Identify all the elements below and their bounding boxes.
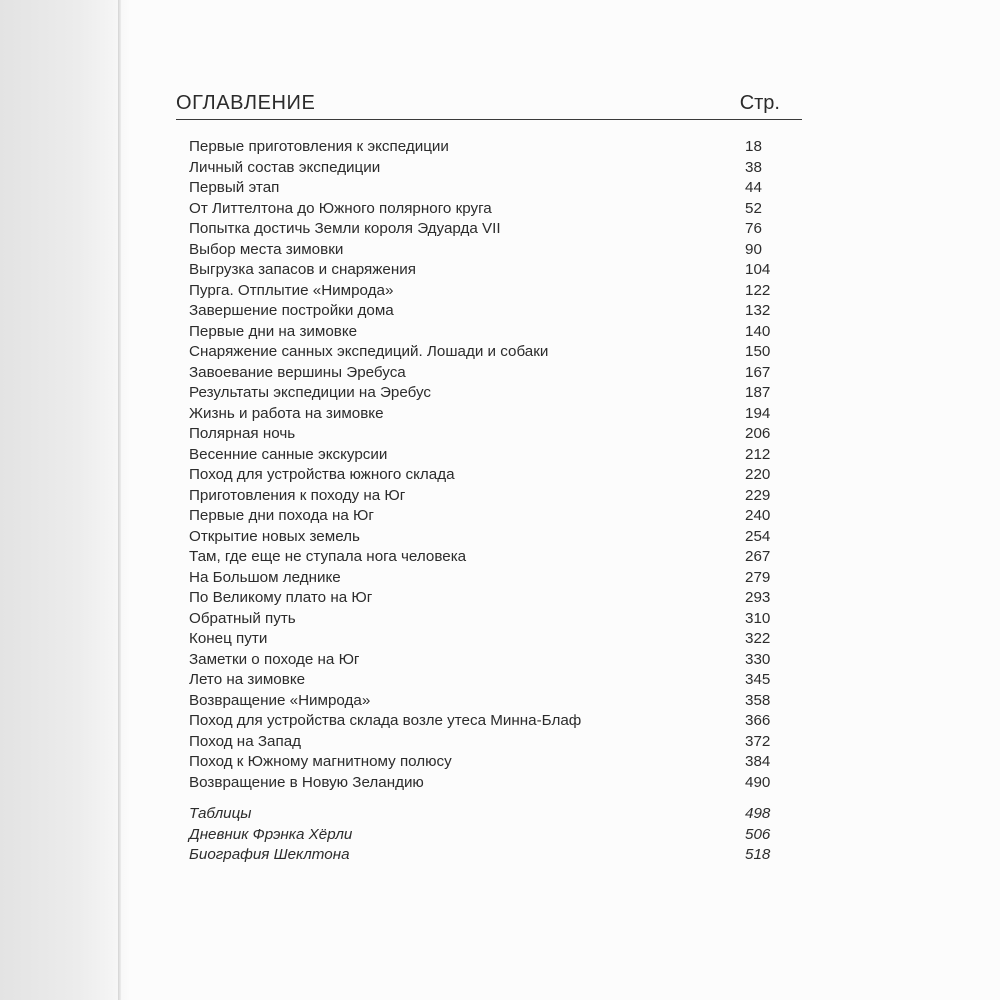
- toc-entry-page: 44: [745, 179, 762, 196]
- toc-entry-page: 366: [745, 712, 771, 729]
- toc-entry: [189, 568, 779, 589]
- toc-entry-title: Снаряжение санных экспедиций. Лошади и собаки: [189, 343, 549, 360]
- toc-entry-title: Жизнь и работа на зимовке: [189, 404, 384, 422]
- toc-entry-page: 279: [745, 568, 771, 586]
- toc-entry-title: Поход для устройства южного склада: [189, 466, 455, 483]
- toc-entry-page: 322: [745, 630, 771, 647]
- toc-entry-page: 194: [745, 404, 771, 422]
- toc-entry-title: Попытка достичь Земли короля Эдуарда VII: [189, 220, 501, 237]
- toc-entry-title: Поход к Южному магнитному полюсу: [189, 753, 452, 770]
- toc-entry-title: Личный состав экспедиции: [189, 158, 381, 176]
- toc-entry: [189, 404, 779, 425]
- toc-entry-page: 76: [745, 220, 762, 237]
- toc-appendix-list: [189, 804, 779, 866]
- toc-entry-title: Завершение постройки дома: [189, 302, 394, 319]
- toc-entry: [189, 322, 779, 343]
- toc-entry: [189, 527, 779, 548]
- toc-entry-title: Полярная ночь: [189, 425, 296, 442]
- toc-entry-title: Там, где еще не ступала нога человека: [189, 548, 467, 565]
- toc-entry: [189, 711, 779, 732]
- toc-entry-page: 358: [745, 691, 771, 709]
- toc-entry: [189, 281, 779, 302]
- toc-entry-title: Конец пути: [189, 630, 268, 647]
- toc-entry-title: Первые дни на зимовке: [189, 322, 358, 340]
- toc-entry: [189, 240, 779, 261]
- toc-list: [189, 137, 779, 793]
- toc-entry-page: 293: [745, 589, 771, 606]
- toc-entry-page: 52: [745, 199, 762, 217]
- toc-entry-page: 384: [745, 753, 771, 770]
- toc-entry: [189, 825, 779, 846]
- toc-entry-page: 310: [745, 609, 771, 627]
- toc-entry-title: Результаты экспедиции на Эребус: [189, 384, 432, 401]
- toc-entry-title: Поход на Запад: [189, 732, 302, 750]
- toc-entry-title: На Большом леднике: [189, 568, 341, 586]
- toc-entry: [189, 629, 779, 650]
- toc-entry-title: Поход для устройства склада возле утеса Минна-Блаф: [189, 712, 582, 729]
- toc-entry: [189, 486, 779, 507]
- toc-entry-page: 518: [745, 846, 771, 863]
- toc-entry-title: Выбор места зимовки: [189, 240, 344, 258]
- toc-entry: [189, 506, 779, 527]
- toc-entry-page: 345: [745, 671, 771, 688]
- toc-entry: [189, 609, 779, 630]
- toc-entry-page: 240: [745, 507, 771, 524]
- toc-entry: [189, 363, 779, 384]
- toc-entry-title: Обратный путь: [189, 609, 296, 627]
- toc-entry: [189, 342, 779, 363]
- toc-header: [176, 89, 802, 120]
- toc-entry-page: 132: [745, 302, 771, 319]
- toc-entry-page: 104: [745, 261, 771, 278]
- spine-shadow: [0, 0, 130, 1000]
- toc-entry-page: 150: [745, 343, 771, 360]
- toc-entry: [189, 465, 779, 486]
- toc-entry: [189, 383, 779, 404]
- toc-entry-title: Завоевание вершины Эребуса: [189, 363, 406, 381]
- toc-entry-page: 330: [745, 650, 771, 668]
- toc-entry-page: 167: [745, 363, 771, 381]
- toc-entry: [189, 178, 779, 199]
- toc-entry-title: Биография Шеклтона: [189, 846, 350, 863]
- toc-entry-title: Весенние санные экскурсии: [189, 445, 388, 463]
- toc-entry: [189, 845, 779, 866]
- toc-entry-title: Пурга. Отплытие «Нимрода»: [189, 281, 394, 299]
- toc-entry: [189, 424, 779, 445]
- toc-entry-page: 372: [745, 732, 771, 750]
- toc-entry: [189, 804, 779, 825]
- spine-edge: [118, 0, 121, 1000]
- toc-entry-page: 122: [745, 281, 771, 299]
- toc-entry-page: 229: [745, 486, 771, 504]
- toc-entry: [189, 260, 779, 281]
- toc-entry-title: Заметки о походе на Юг: [189, 650, 360, 668]
- toc-entry: [189, 137, 779, 158]
- toc-entry-page: 267: [745, 548, 771, 565]
- toc-heading: ОГЛАВЛЕНИЕ: [176, 92, 316, 114]
- toc-entry-page: 254: [745, 527, 771, 545]
- toc-entry-page: 490: [745, 773, 771, 791]
- toc-entry-title: Лето на зимовке: [189, 671, 306, 688]
- toc-entry-page: 90: [745, 240, 762, 258]
- toc-entry-title: Первые дни похода на Юг: [189, 507, 374, 524]
- page-column-label: Стр.: [739, 92, 780, 114]
- toc-entry: [189, 691, 779, 712]
- toc-entry-title: Открытие новых земель: [189, 527, 360, 545]
- toc-entry-title: По Великому плато на Юг: [189, 589, 373, 606]
- toc-entry-page: 212: [745, 445, 771, 463]
- toc-entry-title: Первые приготовления к экспедиции: [189, 138, 449, 155]
- toc-entry-title: От Литтелтона до Южного полярного круга: [189, 199, 492, 217]
- toc-entry-page: 38: [745, 158, 762, 176]
- toc-entry-title: Таблицы: [189, 805, 252, 822]
- toc-entry-title: Возвращение в Новую Зеландию: [189, 773, 424, 791]
- toc-entry-page: 220: [745, 466, 771, 483]
- toc-entry-page: 506: [745, 825, 771, 843]
- toc-entry: [189, 752, 779, 773]
- toc-entry-title: Выгрузка запасов и снаряжения: [189, 261, 416, 278]
- toc-entry: [189, 670, 779, 691]
- toc-entry: [189, 199, 779, 220]
- toc-entry: [189, 219, 779, 240]
- toc-entry-page: 187: [745, 384, 771, 401]
- toc-entry: [189, 301, 779, 322]
- toc-entry: [189, 547, 779, 568]
- toc-entry-page: 18: [745, 138, 762, 155]
- toc-entry: [189, 445, 779, 466]
- toc-entry-page: 498: [745, 805, 771, 822]
- toc-entry: [189, 158, 779, 179]
- toc-entry: [189, 650, 779, 671]
- toc-entry: [189, 588, 779, 609]
- toc-entry-title: Приготовления к походу на Юг: [189, 486, 406, 504]
- toc-entry-page: 206: [745, 425, 771, 442]
- toc-entry-title: Первый этап: [189, 179, 280, 196]
- toc-entry-title: Дневник Фрэнка Хёрли: [189, 825, 353, 843]
- toc-entry: [189, 773, 779, 794]
- toc-entry-page: 140: [745, 322, 771, 340]
- toc-entry: [189, 732, 779, 753]
- toc-entry-title: Возвращение «Нимрода»: [189, 691, 371, 709]
